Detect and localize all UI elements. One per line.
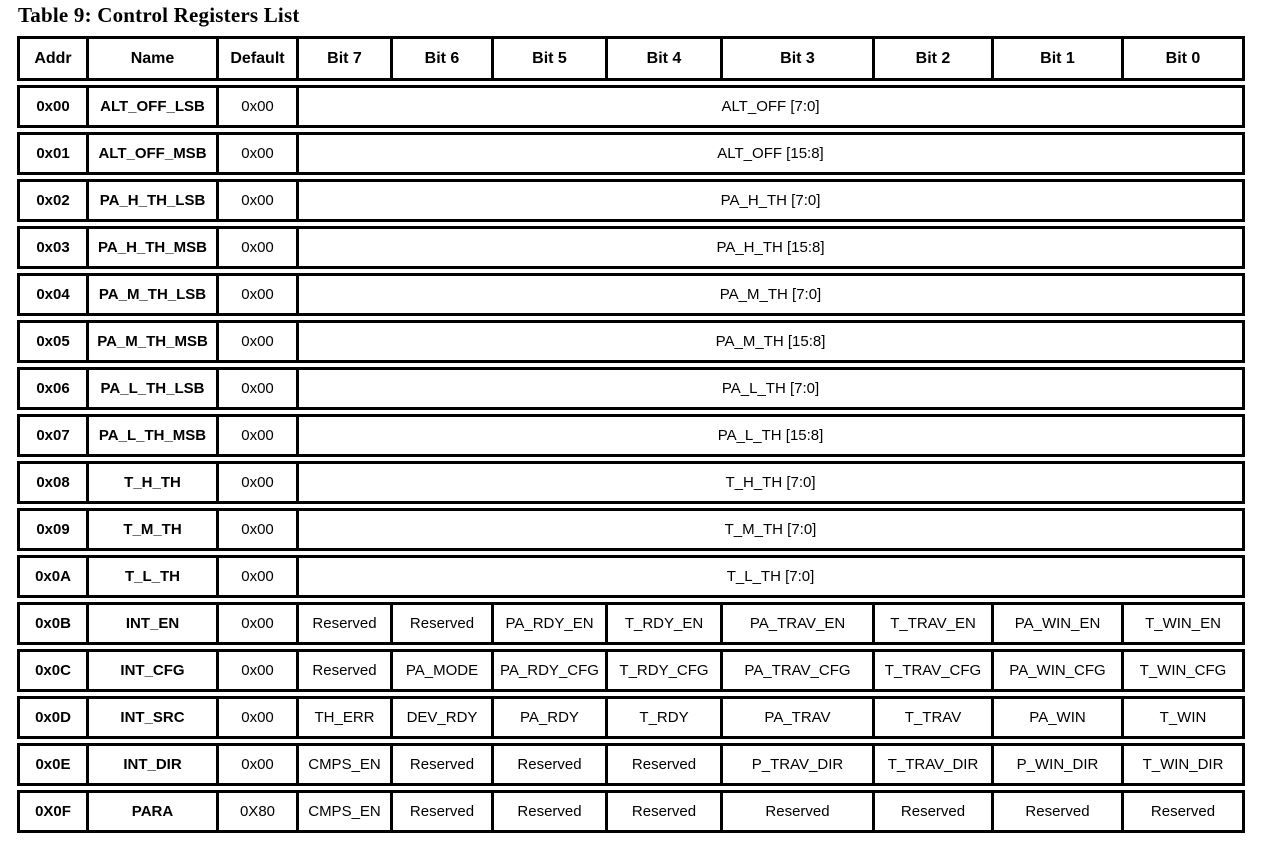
register-row-0x08 [17,461,1245,504]
bit-cell-bit3: PA_TRAV_EN [720,605,872,642]
register-row-0x00 [17,85,1245,128]
header-cell-bit-3: Bit 3 [720,39,872,78]
bit-cell-bit6: PA_MODE [390,652,491,689]
bit-cell-bit2: T_TRAV_EN [872,605,991,642]
header-cell-name: Name [86,39,216,78]
table-header-row [17,36,1245,81]
name-cell: INT_CFG [86,652,216,689]
header-cell-bit-4: Bit 4 [605,39,720,78]
name-cell: PARA [86,793,216,830]
header-cell-addr: Addr [34,49,72,67]
default-cell: 0x00 [216,464,296,501]
bitfield-span-cell: PA_H_TH [7:0] [296,182,1242,219]
addr-cell: 0x0C [35,662,71,679]
name-cell: INT_SRC [86,699,216,736]
name-cell: ALT_OFF_MSB [86,135,216,172]
bit-cell-bit0: T_WIN_EN [1121,605,1242,642]
addr-cell: 0x01 [36,145,70,162]
header-cell-bit-6: Bit 6 [390,39,491,78]
register-row-0x0b [17,602,1245,645]
register-row-0x05 [17,320,1245,363]
addr-cell: 0x05 [36,333,70,350]
default-cell: 0x00 [216,182,296,219]
bit-cell-bit7: CMPS_EN [296,793,390,830]
bit-cell-bit1: PA_WIN [991,699,1121,736]
register-row-0x02 [17,179,1245,222]
bit-cell-bit4: Reserved [605,746,720,783]
table-title: Table 9: Control Registers List [18,3,300,27]
bitfield-span-cell: PA_M_TH [7:0] [296,276,1242,313]
addr-cell: 0x03 [36,239,70,256]
control-registers-table [17,36,1245,837]
bit-cell-bit2: Reserved [872,793,991,830]
bit-cell-bit5: PA_RDY_EN [491,605,605,642]
default-cell: 0x00 [216,605,296,642]
name-cell: INT_EN [86,605,216,642]
name-cell: T_H_TH [86,464,216,501]
bit-cell-bit0: T_WIN [1121,699,1242,736]
register-row-0x01 [17,132,1245,175]
bit-cell-bit5: PA_RDY_CFG [491,652,605,689]
register-row-0x03 [17,226,1245,269]
default-cell: 0x00 [216,558,296,595]
header-cell-bit-2: Bit 2 [872,39,991,78]
bit-cell-bit3: Reserved [720,793,872,830]
header-cell-bit-5: Bit 5 [491,39,605,78]
name-cell: PA_M_TH_MSB [86,323,216,360]
header-cell-bit-7: Bit 7 [296,39,390,78]
name-cell: INT_DIR [86,746,216,783]
default-cell: 0x00 [216,652,296,689]
addr-cell: 0x09 [36,521,70,538]
bit-cell-bit4: Reserved [605,793,720,830]
register-row-0x0a [17,555,1245,598]
bit-cell-bit5: PA_RDY [491,699,605,736]
name-cell: PA_L_TH_MSB [86,417,216,454]
bitfield-span-cell: ALT_OFF [15:8] [296,135,1242,172]
bit-cell-bit0: T_WIN_CFG [1121,652,1242,689]
bit-cell-bit3: PA_TRAV_CFG [720,652,872,689]
addr-cell: 0x07 [36,427,70,444]
addr-cell: 0x08 [36,474,70,491]
bit-cell-bit7: TH_ERR [296,699,390,736]
bit-cell-bit0: T_WIN_DIR [1121,746,1242,783]
bit-cell-bit6: Reserved [390,746,491,783]
register-row-0x0f [17,790,1245,833]
bit-cell-bit4: T_RDY_EN [605,605,720,642]
default-cell: 0x00 [216,229,296,266]
default-cell: 0x00 [216,88,296,125]
bitfield-span-cell: PA_L_TH [7:0] [296,370,1242,407]
bit-cell-bit4: T_RDY [605,699,720,736]
register-row-0x0e [17,743,1245,786]
addr-cell: 0x00 [36,98,70,115]
bit-cell-bit0: Reserved [1121,793,1242,830]
bitfield-span-cell: T_L_TH [7:0] [296,558,1242,595]
name-cell: PA_M_TH_LSB [86,276,216,313]
bit-cell-bit7: Reserved [296,605,390,642]
addr-cell: 0x0B [35,615,71,632]
register-row-0x0c [17,649,1245,692]
default-cell: 0x00 [216,323,296,360]
default-cell: 0x00 [216,276,296,313]
default-cell: 0x00 [216,511,296,548]
header-cell-default: Default [216,39,296,78]
bit-cell-bit1: Reserved [991,793,1121,830]
bit-cell-bit5: Reserved [491,746,605,783]
name-cell: T_L_TH [86,558,216,595]
addr-cell: 0X0F [35,803,71,820]
bitfield-span-cell: ALT_OFF [7:0] [296,88,1242,125]
addr-cell: 0x04 [36,286,70,303]
bit-cell-bit5: Reserved [491,793,605,830]
register-row-0x0d [17,696,1245,739]
bit-cell-bit3: P_TRAV_DIR [720,746,872,783]
bit-cell-bit6: Reserved [390,793,491,830]
name-cell: T_M_TH [86,511,216,548]
name-cell: PA_H_TH_MSB [86,229,216,266]
bit-cell-bit7: Reserved [296,652,390,689]
default-cell: 0x00 [216,135,296,172]
name-cell: PA_H_TH_LSB [86,182,216,219]
bit-cell-bit2: T_TRAV [872,699,991,736]
addr-cell: 0x02 [36,192,70,209]
bit-cell-bit4: T_RDY_CFG [605,652,720,689]
register-row-0x07 [17,414,1245,457]
bitfield-span-cell: T_M_TH [7:0] [296,511,1242,548]
bit-cell-bit2: T_TRAV_CFG [872,652,991,689]
default-cell: 0x00 [216,417,296,454]
bitfield-span-cell: T_H_TH [7:0] [296,464,1242,501]
bitfield-span-cell: PA_H_TH [15:8] [296,229,1242,266]
bit-cell-bit6: Reserved [390,605,491,642]
bitfield-span-cell: PA_L_TH [15:8] [296,417,1242,454]
name-cell: ALT_OFF_LSB [86,88,216,125]
bit-cell-bit1: P_WIN_DIR [991,746,1121,783]
register-row-0x09 [17,508,1245,551]
bitfield-span-cell: PA_M_TH [15:8] [296,323,1242,360]
default-cell: 0x00 [216,699,296,736]
register-row-0x06 [17,367,1245,410]
header-cell-bit-0: Bit 0 [1121,39,1242,78]
bit-cell-bit1: PA_WIN_EN [991,605,1121,642]
bit-cell-bit1: PA_WIN_CFG [991,652,1121,689]
addr-cell: 0x06 [36,380,70,397]
addr-cell: 0x0E [35,756,71,773]
header-cell-bit-1: Bit 1 [991,39,1121,78]
register-row-0x04 [17,273,1245,316]
addr-cell: 0x0D [35,709,71,726]
name-cell: PA_L_TH_LSB [86,370,216,407]
addr-cell: 0x0A [35,568,71,585]
default-cell: 0x00 [216,370,296,407]
bit-cell-bit6: DEV_RDY [390,699,491,736]
bit-cell-bit3: PA_TRAV [720,699,872,736]
default-cell: 0X80 [216,793,296,830]
default-cell: 0x00 [216,746,296,783]
bit-cell-bit7: CMPS_EN [296,746,390,783]
bit-cell-bit2: T_TRAV_DIR [872,746,991,783]
